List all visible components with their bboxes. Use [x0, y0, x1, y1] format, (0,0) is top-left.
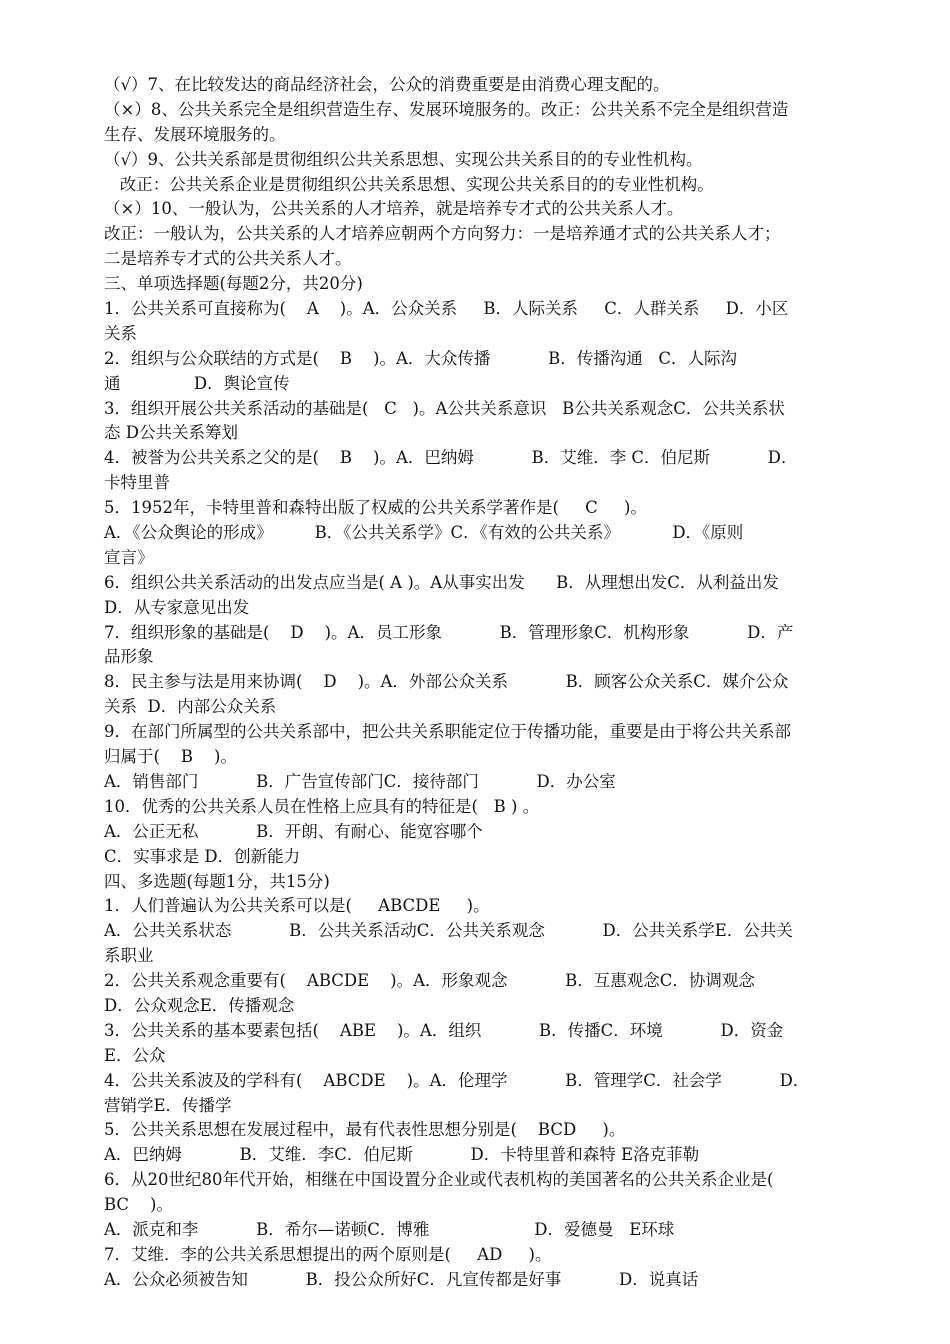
- text-line: 卡特里普: [104, 473, 170, 493]
- text-line: 3．公共关系的基本要素包括( ABE )。A．组织 B．传播C．环境 D．资金: [104, 1020, 784, 1040]
- text-line: 通 D．舆论宣传: [104, 373, 290, 393]
- text-line: A．销售部门 B．广告宣传部门C．接待部门 D．办公室: [104, 771, 616, 791]
- text-line: 6．组织公共关系活动的出发点应当是( A )。A从事实出发 B．从理想出发C．从利益出发: [104, 572, 779, 592]
- text-line: 6．从20世纪80年代开始，相继在中国设置分企业或代表机构的美国著名的公共关系企业是(: [104, 1170, 774, 1190]
- text-line: E．公众: [104, 1045, 166, 1065]
- text-line: （√）7、在比较发达的商品经济社会，公众的消费重要是由消费心理支配的。: [104, 75, 670, 94]
- text-line: A．公共关系状态 B．公共关系活动C．公共关系观念 D．公共关系学E．公共关: [104, 921, 793, 941]
- text-line: A．巴纳姆 B．艾维．李C．伯尼斯 D．卡特里普和森特 E洛克菲勒: [104, 1145, 700, 1165]
- text-line: 关系: [104, 323, 137, 343]
- text-line: （√）9、公共关系部是贯彻组织公共关系思想、实现公共关系目的的专业性机构。: [104, 149, 703, 169]
- text-line: 营销学E．传播学: [104, 1095, 232, 1115]
- text-line: （×）10、一般认为，公共关系的人才培养，就是培养专才式的公共关系人才。: [104, 199, 684, 219]
- text-line: （×）8、公共关系完全是组织营造生存、发展环境服务的。改正：公共关系不完全是组织营造: [104, 99, 789, 119]
- text-line: 4．被誉为公共关系之父的是( B )。A．巴纳姆 B．艾维．李 C．伯尼斯 D．: [104, 448, 798, 468]
- text-line: 宣言》: [104, 547, 154, 567]
- text-line: D．公众观念E．传播观念: [104, 995, 295, 1015]
- text-line: 改正：一般认为，公共关系的人才培养应朝两个方向努力：一是培养通才式的公共关系人才；: [104, 224, 781, 244]
- text-line: A．《公众舆论的形成》 B．《公共关系学》C．《有效的公共关系》 D．《原则: [104, 523, 744, 543]
- text-line: 8．民主参与法是用来协调( D )。A．外部公众关系 B．顾客公众关系C．媒介公众: [104, 672, 789, 692]
- text-line: 7．组织形象的基础是( D )。A．员工形象 B．管理形象C．机构形象 D．产: [104, 622, 794, 642]
- text-line: 2．组织与公众联结的方式是( B )。A．大众传播 B．传播沟通 C．人际沟: [104, 348, 738, 368]
- text-line: 3．组织开展公共关系活动的基础是( C )。A公共关系意识 B公共关系观念C．公共关系状: [104, 398, 785, 418]
- text-line: 5．1952年，卡特里普和森特出版了权威的公共关系学著作是( C )。: [104, 498, 647, 518]
- text-line: 改正：公共关系企业是贯彻组织公共关系思想、实现公共关系目的的专业性机构。: [104, 174, 714, 194]
- text-line: A．公众必须被告知 B．投公众所好C．凡宣传都是好事 D．说真话: [104, 1269, 699, 1289]
- text-line: 1．人们普遍认为公共关系可以是( ABCDE )。: [104, 896, 490, 916]
- text-line: 9．在部门所属型的公共关系部中，把公共关系职能定位于传播功能，重要是由于将公共关系部: [104, 722, 791, 742]
- text-line: C．实事求是 D．创新能力: [104, 846, 301, 866]
- text-line: 关系 D．内部公众关系: [104, 697, 277, 717]
- text-line: 三、单项选择题(每题2分，共20分): [104, 274, 363, 294]
- document-body: [104, 73, 904, 1293]
- text-line: 1．公共关系可直接称为( A )。A．公众关系 B．人际关系 C．人群关系 D．小区: [104, 299, 789, 319]
- text-line: D．从专家意见出发: [104, 597, 250, 617]
- text-line: A．公正无私 B．开朗、有耐心、能宽容哪个: [104, 821, 483, 841]
- text-line: 态 D公共关系筹划: [104, 423, 238, 443]
- text-line: 品形象: [104, 647, 154, 667]
- text-line: 2．公共关系观念重要有( ABCDE )。A．形象观念 B．互惠观念C．协调观念: [104, 971, 755, 991]
- text-line: 7．艾维．李的公共关系思想提出的两个原则是( AD )。: [104, 1244, 552, 1264]
- text-line: 四、多选题(每题1分，共15分): [104, 871, 330, 891]
- text-line: 生存、发展环境服务的。: [104, 124, 286, 144]
- text-line: 5．公共关系思想在发展过程中，最有代表性思想分别是( BCD )。: [104, 1120, 626, 1140]
- text-line: 10．优秀的公共关系人员在性格上应具有的特征是( B ) 。: [104, 796, 540, 816]
- text-line: 4．公共关系波及的学科有( ABCDE )。A．伦理学 B．管理学C．社会学 D．: [104, 1070, 810, 1090]
- text-line: BC )。: [104, 1195, 173, 1215]
- text-line: A．派克和李 B．希尔—诺顿C．博雅 D．爱德曼 E环球: [104, 1219, 675, 1239]
- text-line: 系职业: [104, 946, 154, 966]
- text-line: 二是培养专才式的公共关系人才。: [104, 249, 352, 269]
- text-line: 归属于( B )。: [104, 747, 237, 767]
